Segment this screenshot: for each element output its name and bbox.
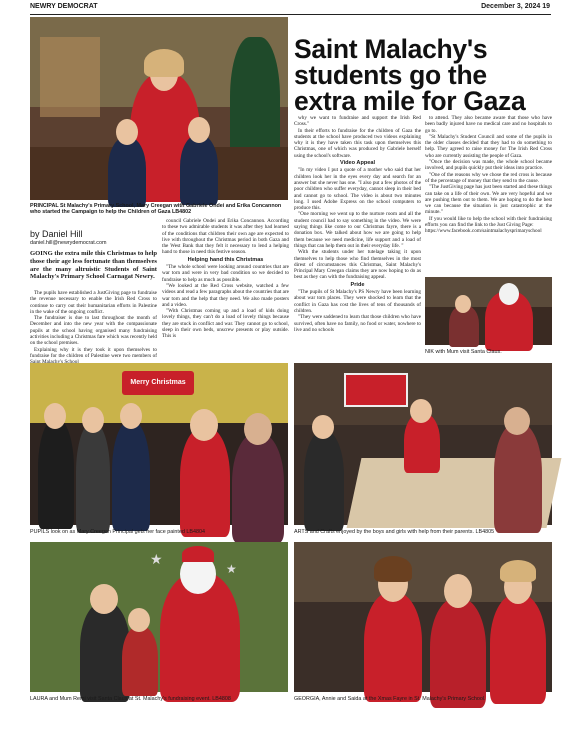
- col4-paragraph: "The JustGiving page has just been started and these things can take on a life of their own. We are very hopeful and we are pushing them out to them. We are hoping to do the best we can because the situation is just catastrophic at the minute.": [425, 184, 552, 216]
- column-4: [425, 115, 552, 275]
- tv-screen: [344, 373, 408, 407]
- byline-email[interactable]: daniel.hill@newrydemocrat.com: [30, 240, 107, 246]
- photo-arts-caption: ARTS and Crafts enjoyed by the boys and girls with help from their parents. LB4805: [294, 529, 495, 535]
- col4-paragraph: "Once the decision was made, the whole school became involved, and pupils quickly put their ideas into practice.: [425, 159, 552, 172]
- col1-paragraph: The pupils have established a JustGiving page to fundraise the revenue necessary to enable the Irish Red Cross to continue to carry out their humanitarian efforts in Palestine in the wake of the ongoing conflict.: [30, 290, 157, 315]
- column-2: [162, 218, 289, 360]
- photo-nik-santa: [425, 277, 552, 345]
- col3-paragraph: In their efforts to fundraise for the children of Gaza the students at the school have produced two videos explaining why it is they have taken this task upon themselves this Christmas, one of which was produced by Gabriele herself using the school's software.: [294, 127, 421, 159]
- col3-paragraph: why we want to fundraise and support the Irish Red Cross.": [294, 115, 421, 128]
- column-1: [30, 290, 157, 358]
- col4-paragraph: If you would like to help the school with their fundraising efforts you can find the link to the Just Giving Page:: [425, 215, 552, 229]
- merry-christmas-banner: Merry Christmas: [122, 371, 194, 395]
- subhead-video-appeal: Video Appeal: [339, 160, 376, 167]
- col4-paragraph: "One of the reasons why we chose the red cross is because of the percentage of money that they send to the cause.: [425, 171, 552, 184]
- photo-arts-crafts: [294, 363, 552, 525]
- col3-paragraph: "In my video I put a quote of a mother who said that her children look her in the eyes every day and search for an answer but she never has one. "I also put a few photos of the poor children who suffer everyday, cannot sleep in their bed and cannot go to school. The video is about two minutes long. I used Adobe Express on the school computers to produce this.: [294, 167, 421, 212]
- col2-paragraph: "With Christmas coming up and a load of kids doing lovely things, they can't do a load of lovely things because they are stuck in conflict and war. They cannot go to school, sleep in their own beds, unscrew presents or play outside. This is: [162, 308, 289, 340]
- star-icon: ★: [226, 562, 237, 576]
- photo-georgia-caption: GEORGIA, Annie and Saida at the Xmas Fayre in St. Malachy's Primary School.: [294, 696, 486, 702]
- col4-paragraph: to attend. They also became aware that those who have been badly injured have no medical care and no hospitals to go to.: [425, 115, 552, 134]
- col2-paragraph: "We looked at the Red Cross website, watched a few videos and read a few paragraphs about the countries that are war torn and the help that they need. We also made posters and a video.: [162, 282, 289, 308]
- col3-paragraph: "One morning we went up to the nurture room and all the student council had to say something in the video. We were saying things like come to our Christmas fayre, there is a donation box. We talked about how we are going to help them because we need medicine, life support and a load of things that can help them out in their everyday life. ": [294, 211, 421, 249]
- col4-paragraph: "St Malachy's Student Council and some of the pupils in the older classes decided that they had to do something to help. They agreed to raise money for The Irish Red Cross who are currently assisting the people of Gaza.: [425, 133, 552, 159]
- col2-paragraph: "The whole school were looking around countries that are war torn and were in very bad condition so we decided to fundraise to help as much as possible.: [162, 264, 289, 283]
- justgiving-link[interactable]: https://www.facebook.com/saintmalachysprimaryschool: [425, 228, 542, 235]
- masthead-title: NEWRY DEMOCRAT: [30, 3, 98, 10]
- page-date: December 3, 2024 19: [481, 3, 550, 10]
- col2-paragraph: council Gabriele Ondei and Erika Concannon. According to these two admirable students it was after they had learned of the conditions that children their own age are expected to live with throughout the Christmas period in both Gaza and the West Bank that they felt it necessary to lend a helping hand to those in need this festive season.: [162, 218, 289, 256]
- col3-paragraph: "The pupils of St Malachy's PS Newry have been learning about war torn places. They were shocked to learn that the conflict in Gaza has cost the lives of tens of thousands of children.: [294, 289, 421, 314]
- col1-paragraph: Explaining why it is they took it upon themselves to fundraise for the children of Palestine were two members of: [30, 346, 157, 359]
- col1-paragraph: The fundraiser is due to last throughout the month of December and into the new year with the compassionate pupils at the school having organised many fundraising activities including a Christmas fare which was recently held on the school premises.: [30, 315, 157, 347]
- photo-georgia-fayre: [294, 542, 552, 692]
- star-icon: ★: [150, 553, 163, 568]
- subhead-pride: Pride: [350, 281, 365, 288]
- header-rule: [30, 14, 551, 15]
- photo-laura-santa: [30, 542, 288, 692]
- column-3: [294, 115, 421, 361]
- byline: by Daniel Hill: [30, 229, 83, 239]
- col3-paragraph: With the students under her tutelage taking it upon themselves to help those who find themselves in the most direst of circumstances this Christmas, Saint Malachy's Principal Mary Creegan claims they are now hoping to do as best as they can with the fundraising appeal.: [294, 249, 421, 281]
- photo-nik-caption: NIK with Mum visit Santa Claus.: [425, 349, 502, 355]
- photo-pupils-caption: PUPILS look on as Mary Creegan Principal gets her face painted LB4804: [30, 529, 205, 535]
- photo-principal-caption: PRINCIPAL St Malachy's Primary School, Mary Creegan with Gabriele Ondei and Erika Concannon who started the Campaign to help the Children of Gaza LB4802: [30, 203, 282, 216]
- photo-principal: [30, 17, 288, 200]
- subhead-helping-hand: Helping hand this Christmas: [187, 256, 264, 263]
- lede-paragraph: GOING the extra mile this Christmas to help those their age less fortunate than themselves are the many altruistic Students of Saint Malachy's Primary School Carnagat Newry.: [30, 250, 157, 281]
- photo-pupils-face-paint: [30, 363, 288, 525]
- headline: Saint Malachy's students go the extra mile for Gaza: [294, 34, 526, 116]
- photo-laura-caption: LAURA and Mum Remi visit Santa Claus at St. Malachy's fundraising event. LB4808: [30, 696, 231, 702]
- col3-paragraph: "They were saddened to learn that those children who have survived, often have no family, no food or water, nowhere to live and no schools: [294, 314, 421, 333]
